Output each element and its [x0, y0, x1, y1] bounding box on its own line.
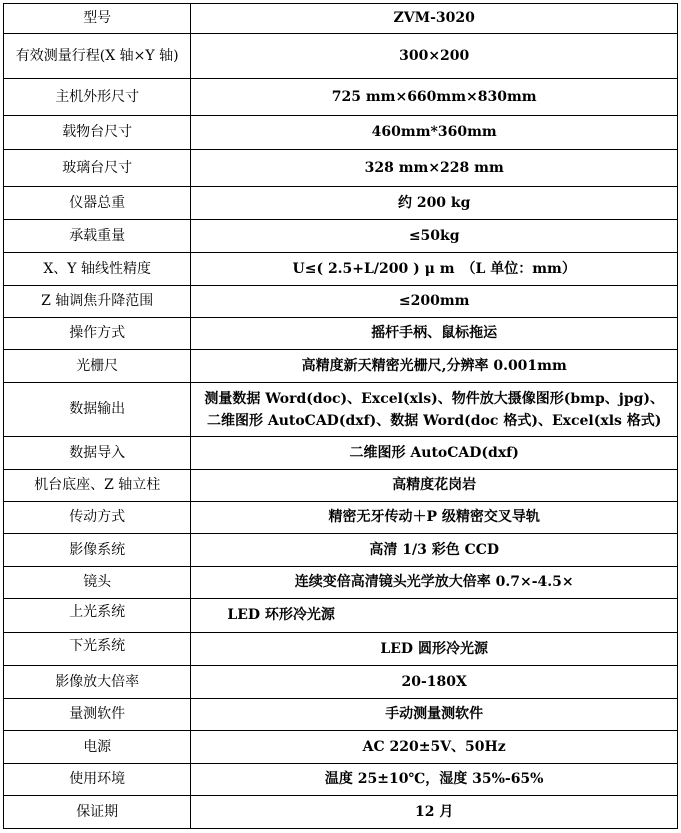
row-value [191, 666, 678, 699]
row-value-text: 300×200 [399, 47, 470, 64]
row-value-text: AC 220±5V、50Hz [362, 738, 506, 755]
table-row [4, 534, 678, 567]
row-value [191, 699, 678, 731]
row-value-text: 725 mm×660mm×830mm [331, 88, 537, 105]
row-value-text: LED 圆形冷光源 [380, 640, 488, 657]
table-row [4, 633, 678, 666]
row-value [191, 764, 678, 796]
row-value-text: 460mm*360mm [371, 124, 497, 140]
row-label: 载物台尺寸 [4, 116, 191, 150]
table-row [4, 286, 678, 318]
row-label: 下光系统 [4, 633, 191, 666]
table-row [4, 383, 678, 437]
row-label: 电源 [4, 731, 191, 764]
row-value-text: 328 mm×228 mm [364, 159, 504, 176]
row-value-text: U≤( 2.5+L/200 ) μ m （L 单位：mm） [292, 260, 576, 277]
table-row [4, 253, 678, 286]
row-value [191, 350, 678, 383]
row-label: X、Y 轴线性精度 [4, 253, 191, 286]
row-value-text: 手动测量测软件 [385, 706, 484, 722]
row-label: 影像系统 [4, 534, 191, 567]
row-label: 保证期 [4, 796, 191, 829]
row-label: 主机外形尺寸 [4, 79, 191, 116]
row-value [191, 796, 678, 829]
row-value [191, 502, 678, 534]
row-label: 机台底座、Z 轴立柱 [4, 470, 191, 502]
row-label: 上光系统 [4, 599, 191, 633]
row-value [191, 437, 678, 470]
row-value [191, 286, 678, 318]
row-value-text: ZVM-3020 [393, 10, 475, 26]
row-value [191, 34, 678, 79]
row-value-text: 高精度花岗岩 [392, 477, 477, 493]
row-value [191, 79, 678, 116]
row-value [191, 187, 678, 220]
row-label: 镜头 [4, 567, 191, 599]
table-row [4, 599, 678, 633]
table-row [4, 502, 678, 534]
row-label: 数据导入 [4, 437, 191, 470]
row-value [191, 220, 678, 253]
row-value-text: 高精度新天精密光栅尺,分辨率 0.001mm [301, 357, 567, 374]
table-row [4, 796, 678, 829]
table-row [4, 79, 678, 116]
row-value [191, 567, 678, 599]
row-label: 数据输出 [4, 383, 191, 437]
row-label: 使用环境 [4, 764, 191, 796]
row-value-text: 二维图形 AutoCAD(dxf) [349, 444, 519, 461]
row-value [191, 318, 678, 350]
row-value-text: LED 环形冷光源 [227, 607, 335, 623]
row-value [191, 470, 678, 502]
row-label: 光栅尺 [4, 350, 191, 383]
row-value [191, 4, 678, 34]
spec-table [3, 3, 678, 829]
row-label: 影像放大倍率 [4, 666, 191, 699]
row-value [191, 633, 678, 666]
table-row [4, 4, 678, 34]
table-row [4, 150, 678, 187]
table-row [4, 318, 678, 350]
table-row [4, 666, 678, 699]
row-label: Z 轴调焦升降范围 [4, 286, 191, 318]
row-value-text: ≤50kg [408, 227, 460, 244]
row-label: 量测软件 [4, 699, 191, 731]
row-value [191, 534, 678, 567]
table-row [4, 567, 678, 599]
row-label: 传动方式 [4, 502, 191, 534]
row-label: 玻璃台尺寸 [4, 150, 191, 187]
table-row [4, 731, 678, 764]
row-label: 型号 [4, 4, 191, 34]
row-value-text: 连续变倍高清镜头光学放大倍率 0.7×-4.5× [294, 574, 574, 590]
row-value-text: 12 月 [415, 803, 454, 820]
table-row [4, 699, 678, 731]
row-label: 有效测量行程(X 轴×Y 轴) [4, 34, 191, 79]
row-value-line-2: 二维图形 AutoCAD(dxf)、数据 Word(doc 格式)、Excel(xls 格式) [206, 412, 662, 429]
row-value [191, 116, 678, 150]
table-row [4, 220, 678, 253]
row-value-text: ≤200mm [398, 293, 470, 309]
row-value [191, 731, 678, 764]
table-row [4, 764, 678, 796]
row-value-text: 温度 25±10℃，湿度 35%-65% [324, 771, 544, 787]
row-value-text: 约 200 kg [397, 194, 471, 211]
row-value-text: 高清 1/3 彩色 CCD [369, 541, 500, 558]
row-value [191, 253, 678, 286]
table-row [4, 116, 678, 150]
row-label: 操作方式 [4, 318, 191, 350]
row-value [191, 383, 678, 437]
row-label: 仪器总重 [4, 187, 191, 220]
row-value-text: 精密无牙传动＋P 级精密交叉导轨 [328, 509, 540, 525]
table-row [4, 187, 678, 220]
table-row [4, 470, 678, 502]
row-label: 承载重量 [4, 220, 191, 253]
row-value-text: 20-180X [401, 673, 467, 690]
row-value-line-1: 测量数据 Word(doc)、Excel(xls)、物件放大摄像图形(bmp、jpg)、 [204, 390, 665, 407]
table-row [4, 350, 678, 383]
row-value [191, 599, 678, 633]
row-value [191, 150, 678, 187]
row-value-text: 摇杆手柄、鼠标拖运 [371, 325, 498, 341]
table-row [4, 34, 678, 79]
table-row [4, 437, 678, 470]
